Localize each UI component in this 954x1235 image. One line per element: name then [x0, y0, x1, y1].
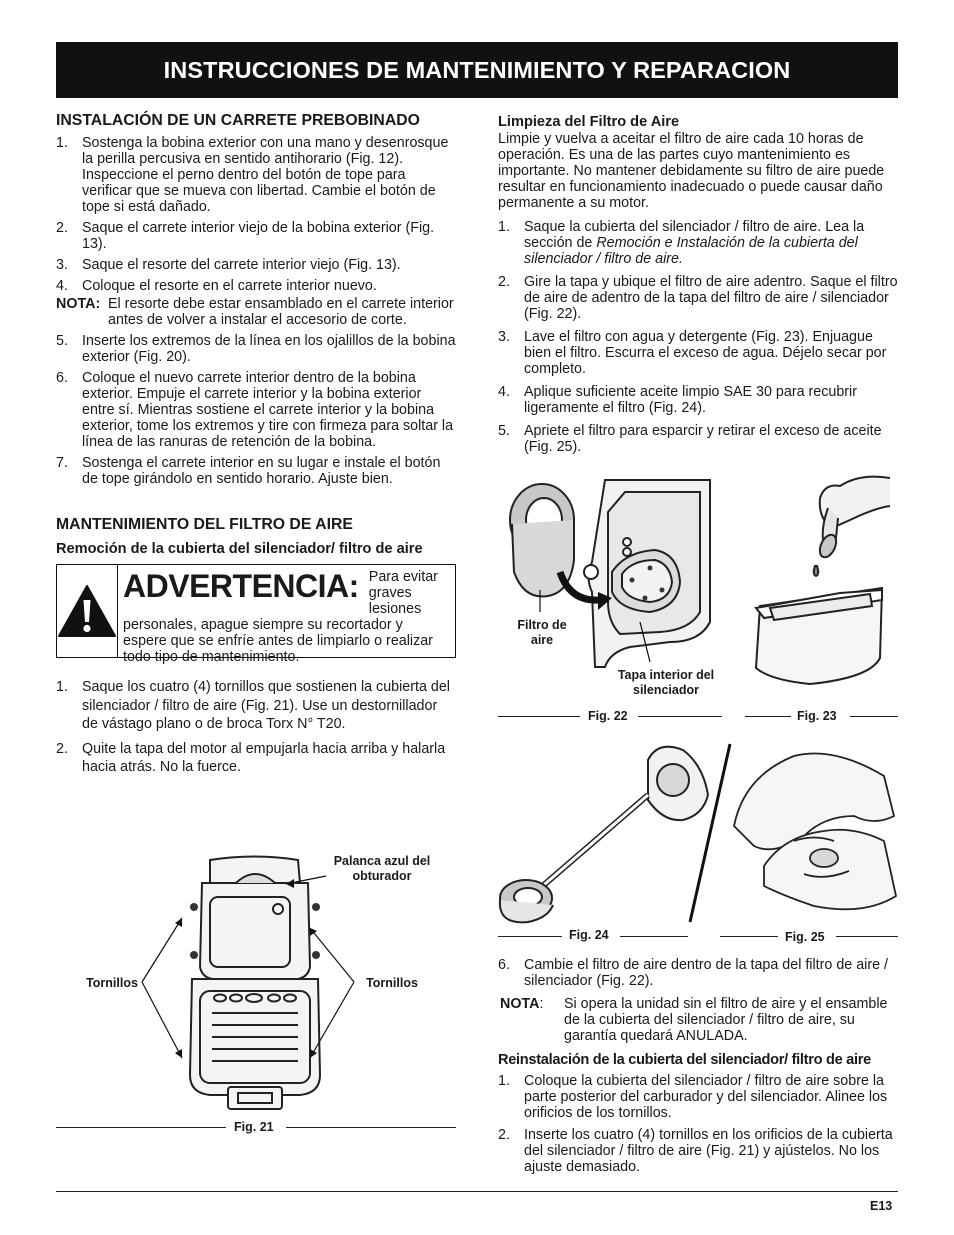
- fig21-leader-lines: [140, 860, 380, 1110]
- step-item: 4. Coloque el resorte en el carrete interior nuevo.: [56, 278, 377, 294]
- section-title-air-filter: MANTENIMIENTO DEL FILTRO DE AIRE: [56, 516, 353, 533]
- fig23-label: Fig. 23: [797, 709, 837, 723]
- page-number: E13: [870, 1199, 893, 1213]
- filter-cleaning-intro: Limpie y vuelva a aceitar el filtro de aire cada 10 horas de operación. Es una de las partes cuyo mantenimiento es importante. No mantener debidamente su filtro de aire puede resultar en funcionamiento inadecuado o puede causar daño permanente a su motor.: [498, 131, 885, 211]
- fig25-rule-left: [720, 936, 778, 937]
- warning-text: ADVERTENCIA: Para evitar graves lesiones personales, apague siempre su recortador y espere que se enfríe antes de limpiarlo o realizar todo tipo de mantenimiento.: [123, 568, 438, 665]
- section-title-filter-cleaning: Limpieza del Filtro de Aire: [498, 114, 680, 130]
- step-item: 1. Saque la cubierta del silenciador / filtro de aire. Lea la sección de Remoción e Instalación de la cubierta del silenciador / filtro de aire.: [498, 219, 865, 267]
- footer-rule: [56, 1191, 898, 1192]
- fig23-illustration: [740, 458, 900, 708]
- note-warranty: NOTA: Si opera la unidad sin el filtro de aire y el ensamble de la cubierta del silenciador / filtro de aire, su garantía quedará ANULADA.: [500, 996, 888, 1044]
- warning-icon-cell: [57, 565, 118, 657]
- fig21-label: Fig. 21: [234, 1120, 274, 1134]
- fig25-illustration: [724, 746, 898, 926]
- prewound-steps-continued: [56, 333, 456, 487]
- step-item: 1. Saque los cuatro (4) tornillos que sostienen la cubierta del silenciador / filtro de aire (Fig. 21). Use un destornillador de vástago plano o de broca Torx N° T20.: [56, 679, 450, 732]
- subsection-title-removal: Remoción de la cubierta del silenciador/ filtro de aire: [56, 541, 423, 557]
- step-item: 2. Gire la tapa y ubique el filtro de aire adentro. Saque el filtro de aire de adentro de la tapa del filtro de aire / silenciador (Fig. 22).: [498, 274, 898, 322]
- step-item: 2. Saque el carrete interior viejo de la bobina exterior (Fig. 13).: [56, 220, 435, 252]
- warning-box: [56, 564, 456, 665]
- cleaning-step-6: [498, 957, 898, 989]
- callout-screws-left: Tornillos: [86, 976, 138, 990]
- step-item: 5. Inserte los extremos de la línea en los ojalillos de la bobina exterior (Fig. 20).: [56, 333, 456, 365]
- fig21-rule-left: [56, 1127, 226, 1128]
- step-item: 2. Quite la tapa del motor al empujarla hacia arriba y halarla hacia atrás. No la fuerce.: [56, 740, 446, 775]
- step-item: 7. Sostenga el carrete interior en su lugar e instale el botón de tope girándolo en sentido horario. Ajuste bien.: [56, 455, 441, 487]
- fig23-rule-right: [850, 716, 898, 717]
- fig24-rule-left: [498, 936, 562, 937]
- fig22-rule-left: [498, 716, 580, 717]
- fig24-rule-right: [620, 936, 688, 937]
- left-column: [56, 112, 456, 777]
- fig25-rule-right: [836, 936, 898, 937]
- right-column-lower: [498, 957, 898, 1175]
- warning-triangle-icon: [57, 584, 117, 638]
- callout-screws-right: Tornillos: [366, 976, 418, 990]
- right-column: [498, 113, 898, 455]
- step-item: 6. Coloque el nuevo carrete interior dentro de la bobina exterior. Empuje el carrete interior y la bobina exterior entre sí. Mientras sostiene el carrete interior y la bobina exterior, tome los extremos y tire con firmeza para soltar la línea de las ranuras de retención de la bobina.: [56, 370, 454, 450]
- step-item: 6. Cambie el filtro de aire dentro de la tapa del filtro de aire / silenciador (Fig. 22).: [498, 957, 888, 989]
- callout-choke-lever: Palanca azul del obturador: [333, 854, 431, 883]
- step-item: 3. Saque el resorte del carrete interior viejo (Fig. 13).: [56, 257, 401, 273]
- page-header: INSTRUCCIONES DE MANTENIMIENTO Y REPARACION: [56, 42, 898, 98]
- step-item: 5. Apriete el filtro para esparcir y retirar el exceso de aceite (Fig. 25).: [498, 423, 882, 455]
- fig25-label: Fig. 25: [785, 930, 825, 944]
- fig22-rule-right: [638, 716, 722, 717]
- step-item: 2. Inserte los cuatro (4) tornillos en los orificios de la cubierta del silenciador / filtro de aire (Fig. 21) y ajústelos. No los ajuste demasiado.: [498, 1127, 893, 1175]
- note-spring: NOTA: El resorte debe estar ensamblado en el carrete interior antes de volver a instalar el accesorio de corte.: [56, 296, 454, 328]
- step-item: 1. Sostenga la bobina exterior con una mano y desenrosque la perilla percusiva en sentido antihorario (Fig. 12). Inspeccione el perno dentro del botón de tope para verificar que se mueva con libertad. Cambie el botón de tope si está dañado.: [56, 135, 449, 215]
- reinstall-steps: [498, 1073, 898, 1175]
- section-title-prewound-spool: INSTALACIÓN DE UN CARRETE PREBOBINADO: [56, 112, 420, 129]
- warning-title: ADVERTENCIA:: [123, 568, 359, 604]
- step-item: 4. Aplique suficiente aceite limpio SAE 30 para recubrir ligeramente el filtro (Fig. 24).: [498, 384, 857, 416]
- callout-air-filter: Filtro de aire: [517, 618, 567, 647]
- step-item: 1. Coloque la cubierta del silenciador / filtro de aire sobre la parte posterior del carburador y del silenciador. Alinee los orificios de los tornillos.: [498, 1073, 888, 1121]
- removal-steps: [56, 678, 456, 777]
- fig21-rule-right: [286, 1127, 456, 1128]
- fig23-rule-left: [745, 716, 791, 717]
- step-item: 3. Lave el filtro con agua y detergente (Fig. 23). Enjuague bien el filtro. Escurra el exceso de agua. Déjelo secar por completo.: [498, 329, 887, 377]
- subsection-title-reinstall: Reinstalación de la cubierta del silenciador/ filtro de aire: [498, 1052, 871, 1068]
- prewound-steps: [56, 135, 456, 294]
- fig22-label: Fig. 22: [588, 709, 628, 723]
- callout-inner-cover: Tapa interior del silenciador: [617, 668, 715, 697]
- fig24-label: Fig. 24: [569, 928, 609, 942]
- cleaning-steps: [498, 219, 898, 455]
